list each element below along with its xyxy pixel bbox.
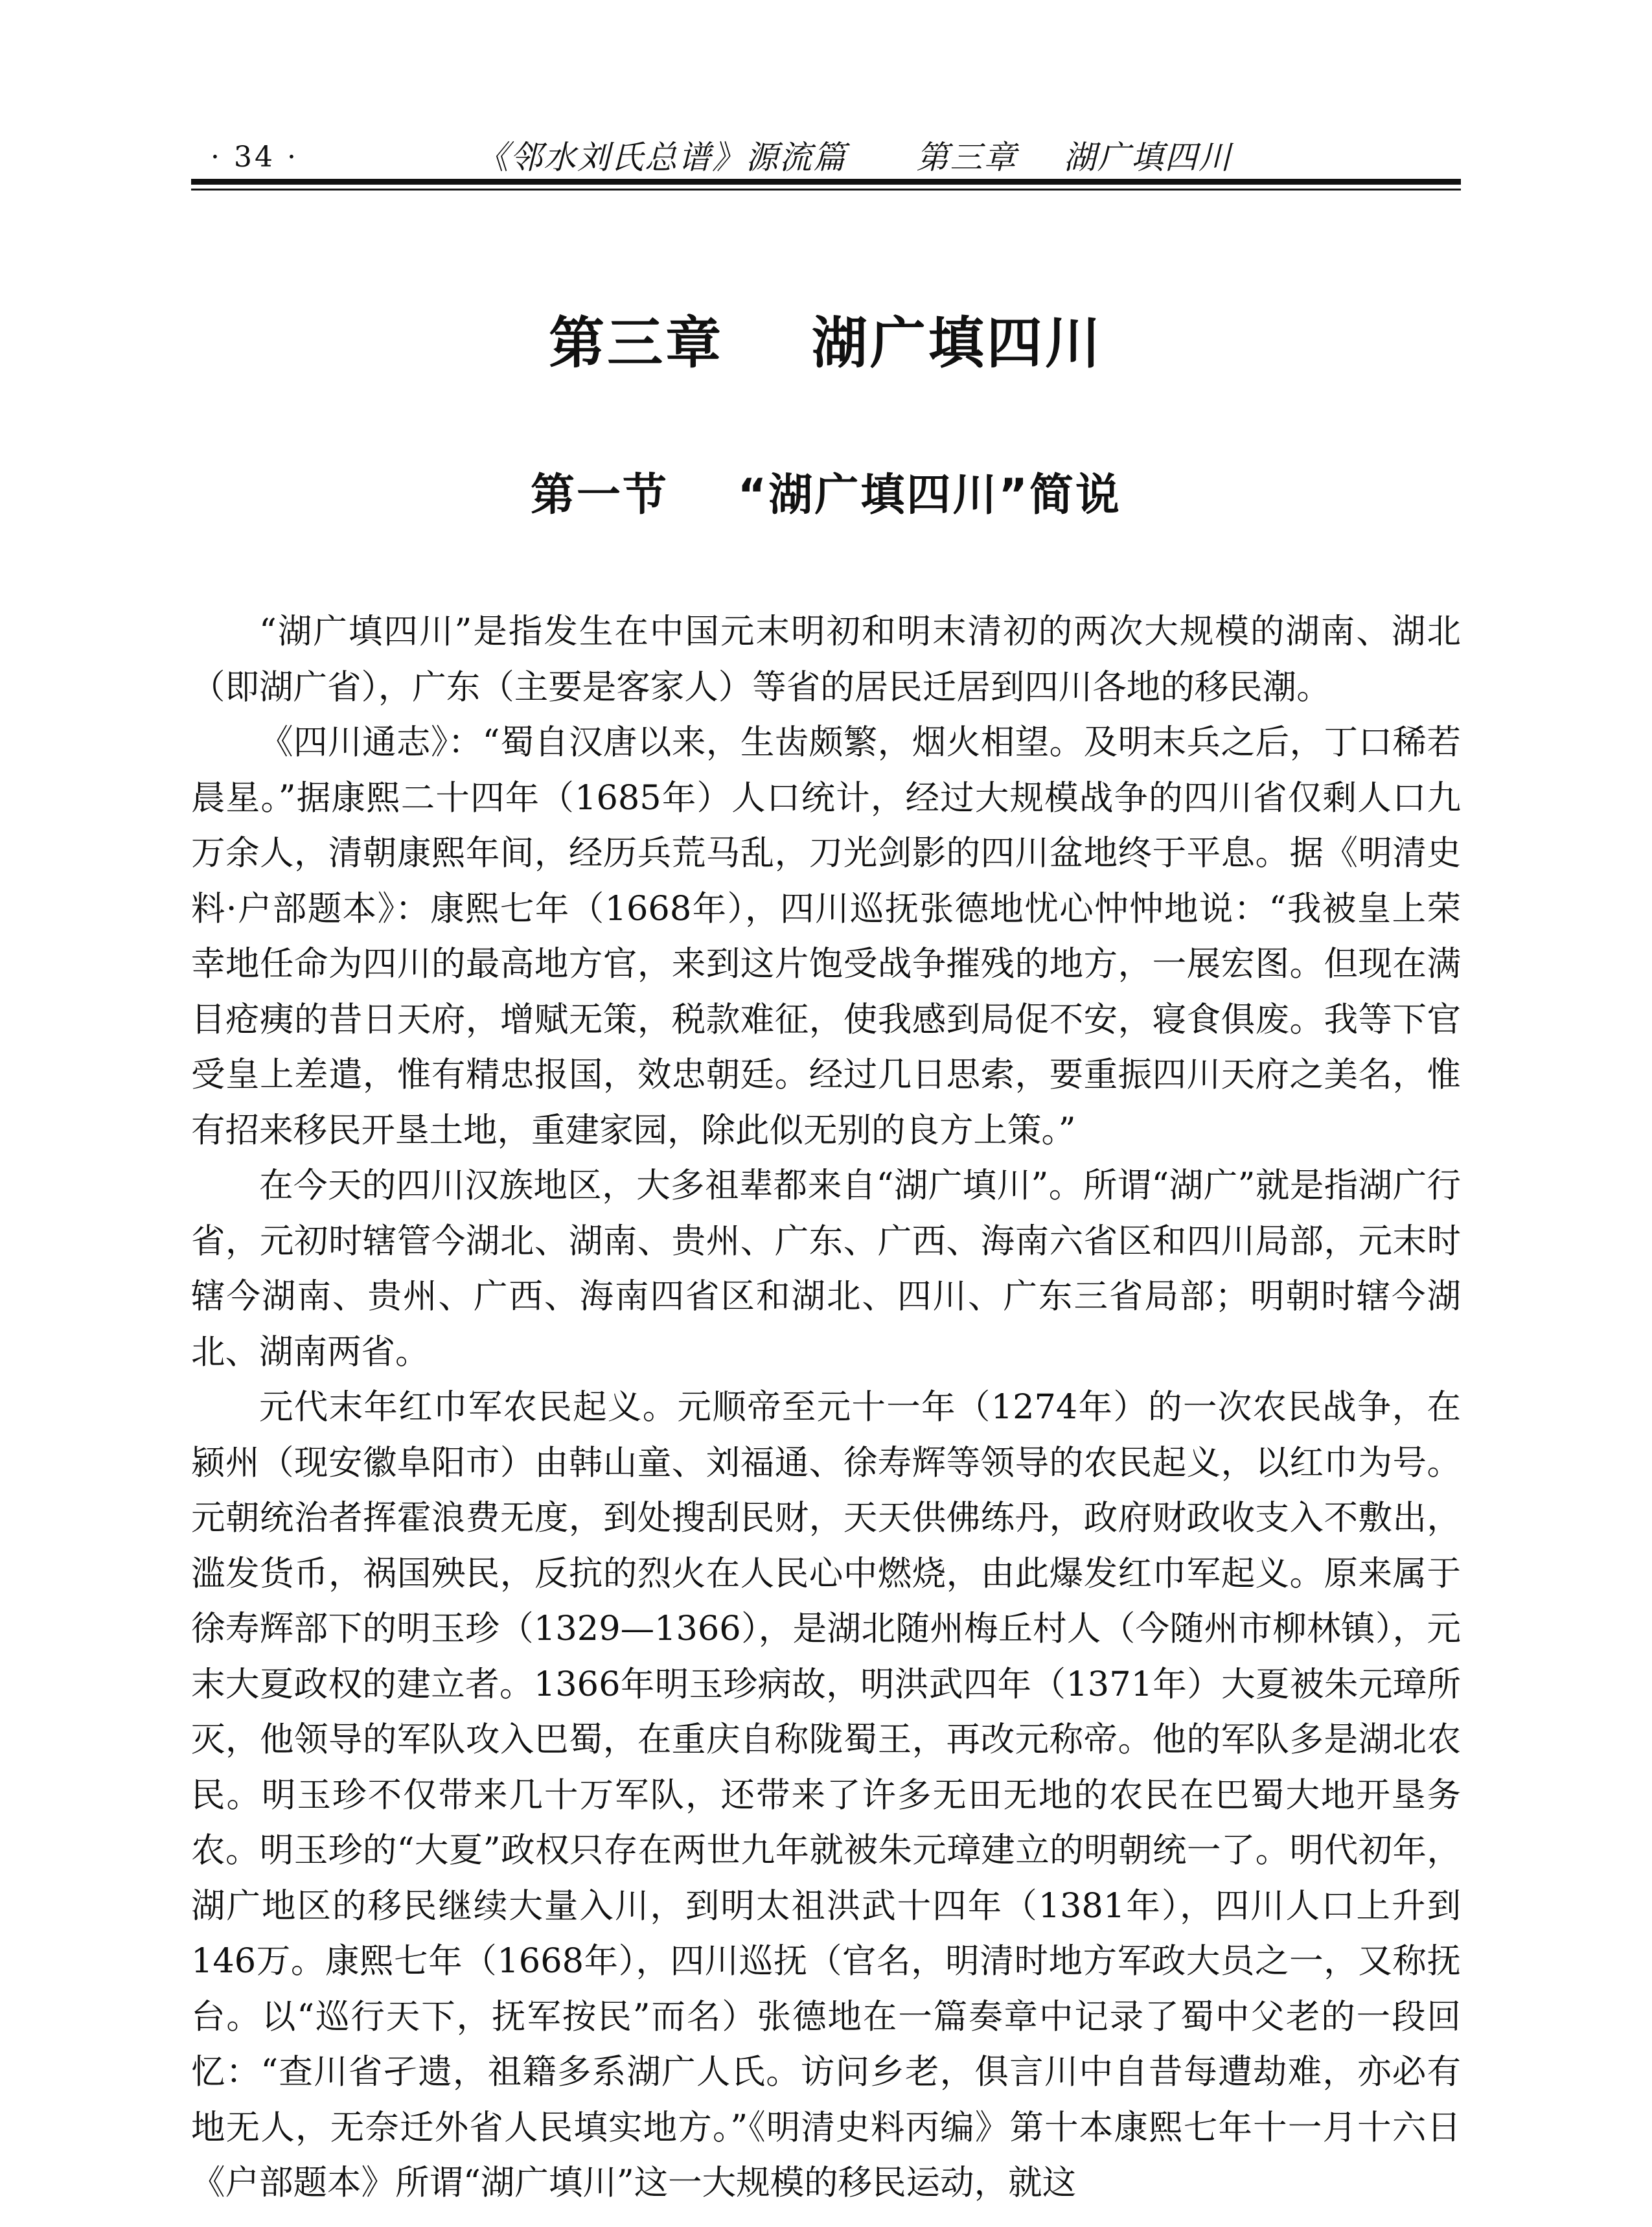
header-rule-thick [191,179,1461,185]
section-title: 第一节 “湖广填四川”简说 [530,470,1122,521]
header-rule-thin [191,189,1461,190]
chapter-title: 第三章 湖广填四川 [549,311,1103,376]
body-text [191,604,1461,2211]
paragraph: 元代末年红巾军农民起义。元顺帝至元十一年（1274年）的一次农民战争，在颍州（现安徽阜阳市）由韩山童、刘福通、徐寿辉等领导的农民起义，以红巾为号。元朝统治者挥霍浪费无度，到处搜刮民财，天天供佛练丹，政府财政收支入不敷出，滥发货币，祸国殃民，反抗的烈火在人民心中燃烧，由此爆发红巾军起义。原来属于徐寿辉部下的明玉珍（1329—1366），是湖北随州梅丘村人（今随州市柳林镇），元末大夏政权的建立者。1366年明玉珍病故，明洪武四年（1371年）大夏被朱元璋所灭，他领导的军队攻入巴蜀，在重庆自称陇蜀王，再改元称帝。他的军队多是湖北农民。明玉珍不仅带来几十万军队，还带来了许多无田无地的农民在巴蜀大地开垦务农。明玉珍的“大夏”政权只存在两世九年就被朱元璋建立的明朝统一了。明代初年，湖广地区的移民继续大量入川，到明太祖洪武十四年（1381年），四川人口上升到146万。康熙七年（1668年），四川巡抚（官名，明清时地方军政大员之一，又称抚台。以“巡行天下，抚军按民”而名）张德地在一篇奏章中记录了蜀中父老的一段回忆：“查川省孑遗，祖籍多系湖广人氏。访问乡老，俱言川中自昔每遭劫难，亦必有地无人，无奈迁外省人民填实地方。”《明清史料丙编》第十本康熙七年十一月十六日《户部题本》所谓“湖广填川”这一大规模的移民运动，就这 [191,1387,1461,2202]
page-number: · 34 · [211,141,299,174]
paragraph: 在今天的四川汉族地区，大多祖辈都来自“湖广填川”。所谓“湖广”就是指湖广行省，元初时辖管今湖北、湖南、贵州、广东、广西、海南六省区和四川局部，元末时辖今湖南、贵州、广西、海南四省区和湖北、四川、广东三省局部；明朝时辖今湖北、湖南两省。 [191,1166,1461,1372]
paragraph: 《四川通志》：“蜀自汉唐以来，生齿颇繁，烟火相望。及明末兵之后，丁口稀若晨星。”据康熙二十四年（1685年）人口统计，经过大规模战争的四川省仅剩人口九万余人，清朝康熙年间，经历兵荒马乱，刀光剑影的四川盆地终于平息。据《明清史料·户部题本》：康熙七年（1668年），四川巡抚张德地忧心忡忡地说：“我被皇上荣幸地任命为四川的最高地方官，来到这片饱受战争摧残的地方，一展宏图。但现在满目疮痍的昔日天府，增赋无策，税款难征，使我感到局促不安，寝食俱废。我等下官受皇上差遣，惟有精忠报国，效忠朝廷。经过几日思索，要重振四川天府之美名，惟有招来移民开垦土地，重建家园，除此似无别的良方上策。” [191,722,1461,1150]
paragraph: “湖广填四川”是指发生在中国元末明初和明末清初的两次大规模的湖南、湖北（即湖广省），广东（主要是客家人）等省的居民迁居到四川各地的移民潮。 [191,612,1461,707]
running-title: 《邻水刘氏总谱》源流篇 第三章 湖广填四川 [476,139,1232,176]
page-header [191,133,1461,181]
